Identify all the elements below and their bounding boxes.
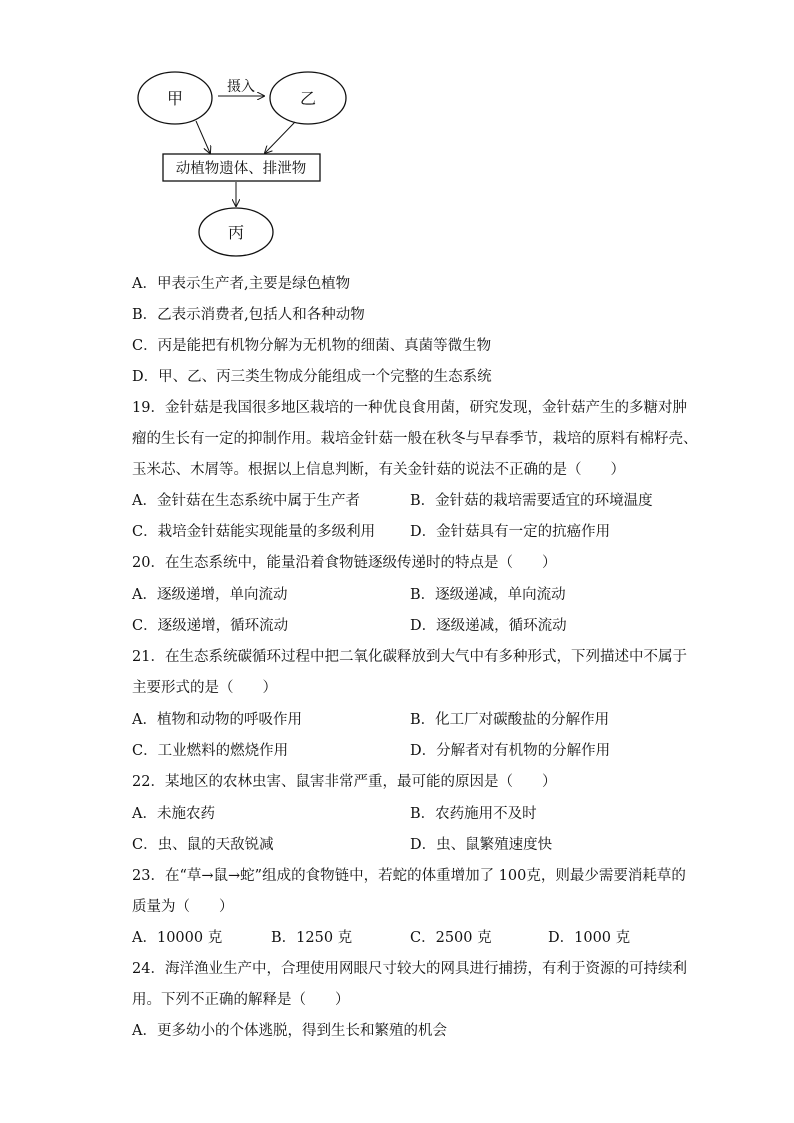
q23-stem-line-1: 23．在“草→鼠→蛇”组成的食物链中，若蛇的体重增加了 100克，则最少需要消耗草的 (132, 868, 686, 884)
q20-stem: 20．在生态系统中，能量沿着食物链逐级传递时的特点是（ ） (132, 555, 557, 571)
remains-box-label: 动植物遗体、排泄物 (175, 161, 307, 177)
arrow-label-sheru: 摄入 (227, 79, 255, 95)
arrow-yi-to-box (265, 122, 295, 153)
q21-option-a: A．植物和动物的呼吸作用 (132, 712, 302, 728)
q24-option-a: A．更多幼小的个体逃脱，得到生长和繁殖的机会 (132, 1023, 447, 1039)
q23-option-a: A．10000 克 (132, 930, 223, 946)
q19-option-a: A．金针菇在生态系统中属于生产者 (132, 493, 360, 509)
q21-option-b: B．化工厂对碳酸盐的分解作用 (410, 712, 610, 728)
q19-option-c: C．栽培金针菇能实现能量的多级利用 (132, 524, 376, 540)
q18-option-c: C．丙是能把有机物分解为无机物的细菌、真菌等微生物 (132, 338, 492, 354)
q18-option-a: A．甲表示生产者,主要是绿色植物 (132, 276, 351, 292)
q22-option-a: A．未施农药 (132, 806, 215, 822)
node-jia-label: 甲 (166, 89, 184, 108)
q23-option-b: B．1250 克 (271, 930, 353, 946)
q22-stem: 22．某地区的农林虫害、鼠害非常严重，最可能的原因是（ ） (132, 774, 557, 790)
q21-stem-line-1: 21．在生态系统碳循环过程中把二氧化碳释放到大气中有多种形式，下列描述中不属于 (132, 649, 687, 665)
arrow-jia-to-box (196, 121, 210, 153)
node-bing-label: 丙 (227, 223, 245, 242)
q24-stem-line-2: 用。下列不正确的解释是（ ） (132, 992, 350, 1008)
q20-option-d: D．逐级递减，循环流动 (410, 618, 567, 634)
q22-option-d: D．虫、鼠繁殖速度快 (410, 837, 553, 853)
q21-stem-line-2: 主要形式的是（ ） (132, 680, 277, 696)
q24-stem-line-1: 24．海洋渔业生产中，合理使用网眼尺寸较大的网具进行捕捞，有利于资源的可持续利 (132, 961, 687, 977)
q19-stem-line-3: 玉米芯、木屑等。根据以上信息判断，有关金针菇的说法不正确的是（ ） (132, 462, 625, 478)
q22-option-c: C．虫、鼠的天敌锐减 (132, 837, 274, 853)
q20-option-a: A．逐级递增，单向流动 (132, 587, 288, 603)
q18-option-d: D．甲、乙、丙三类生物成分能组成一个完整的生态系统 (132, 369, 492, 385)
food-relation-diagram (130, 68, 350, 268)
q21-option-c: C．工业燃料的燃烧作用 (132, 743, 289, 759)
q23-stem-line-2: 质量为（ ） (132, 899, 234, 915)
q19-stem-line-1: 19．金针菇是我国很多地区栽培的一种优良食用菌，研究发现，金针菇产生的多糖对肿 (132, 400, 687, 416)
q19-option-d: D．金针菇具有一定的抗癌作用 (410, 524, 611, 540)
q20-option-b: B．逐级递减，单向流动 (410, 587, 566, 603)
q18-option-b: B．乙表示消费者,包括人和各种动物 (132, 307, 365, 323)
node-yi-label: 乙 (299, 89, 317, 108)
q23-option-d: D．1000 克 (548, 930, 631, 946)
q19-option-b: B．金针菇的栽培需要适宜的环境温度 (410, 493, 653, 509)
q21-option-d: D．分解者对有机物的分解作用 (410, 743, 611, 759)
q19-stem-line-2: 瘤的生长有一定的抑制作用。栽培金针菇一般在秋冬与早春季节，栽培的原料有棉籽壳、 (132, 431, 698, 447)
q23-option-c: C．2500 克 (410, 930, 492, 946)
q22-option-b: B．农药施用不及时 (410, 806, 537, 822)
q20-option-c: C．逐级递增，循环流动 (132, 618, 289, 634)
